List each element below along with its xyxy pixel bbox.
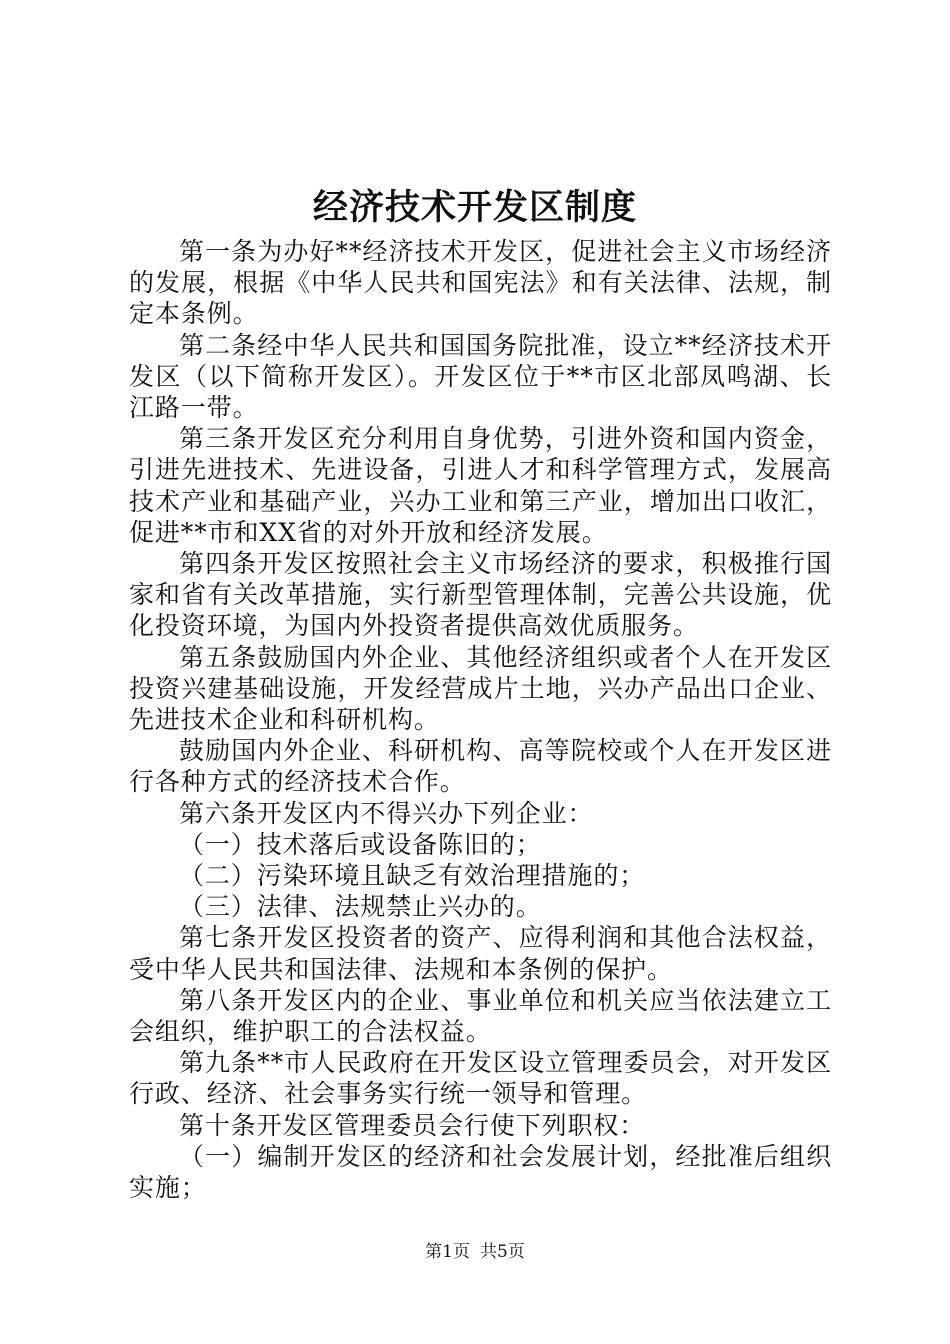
paragraph-article-6: 第六条开发区内不得兴办下列企业： [179, 798, 594, 828]
paragraph-article-4: 第四条开发区按照社会主义市场经济的要求，积极推行国家和省有关改革措施，实行新型管理体制，完善公共设施，优化投资环境，为国内外投资者提供高效优质服务。 [129, 549, 832, 641]
paragraph-article-3: 第三条开发区充分利用自身优势，引进外资和国内资金，引进先进技术、先进设备，引进人才和科学管理方式，发展高技术产业和基础产业，兴办工业和第三产业，增加出口收汇，促进**市和XX省的对外开放和经济发展。 [129, 424, 832, 547]
paragraph-article-7: 第七条开发区投资者的资产、应得利润和其他合法权益，受中华人民共和国法律、法规和本条例的保护。 [129, 923, 832, 984]
list-item-article-6-2: （二）污染环境且缺乏有效治理措施的； [179, 861, 646, 891]
page-number-total: 共5页 [480, 1242, 525, 1262]
list-item-article-10-1: （一）编制开发区的经济和社会发展计划，经批准后组织实施； [129, 1141, 832, 1203]
list-item-article-6-1: （一）技术落后或设备陈旧的； [179, 829, 542, 859]
paragraph-article-5: 第五条鼓励国内外企业、其他经济组织或者个人在开发区投资兴建基础设施，开发经营成片土地，兴办产品出口企业、先进技术企业和科研机构。 [129, 642, 832, 735]
paragraph-article-9: 第九条**市人民政府在开发区设立管理委员会，对开发区行政、经济、社会事务实行统一领导和管理。 [129, 1048, 832, 1109]
page-number-current: 第1页 [425, 1242, 470, 1262]
paragraph-article-10: 第十条开发区管理委员会行使下列职权： [179, 1110, 646, 1140]
list-item-article-6-3: （三）法律、法规禁止兴办的。 [179, 892, 542, 922]
document-body [129, 236, 832, 1203]
document-title: 经济技术开发区制度 [312, 187, 637, 228]
paragraph-article-5-continued: 鼓励国内外企业、科研机构、高等院校或个人在开发区进行各种方式的经济技术合作。 [129, 736, 832, 797]
paragraph-article-8: 第八条开发区内的企业、事业单位和机关应当依法建立工会组织，维护职工的合法权益。 [129, 985, 832, 1047]
page-footer [0, 1240, 950, 1264]
paragraph-article-2: 第二条经中华人民共和国国务院批准，设立**经济技术开发区（以下简称开发区）。开发区位于**市区北部凤鸣湖、长江路一带。 [129, 330, 832, 423]
paragraph-article-1: 第一条为办好**经济技术开发区，促进社会主义市场经济的发展，根据《中华人民共和国宪法》和有关法律、法规，制定本条例。 [129, 237, 832, 329]
